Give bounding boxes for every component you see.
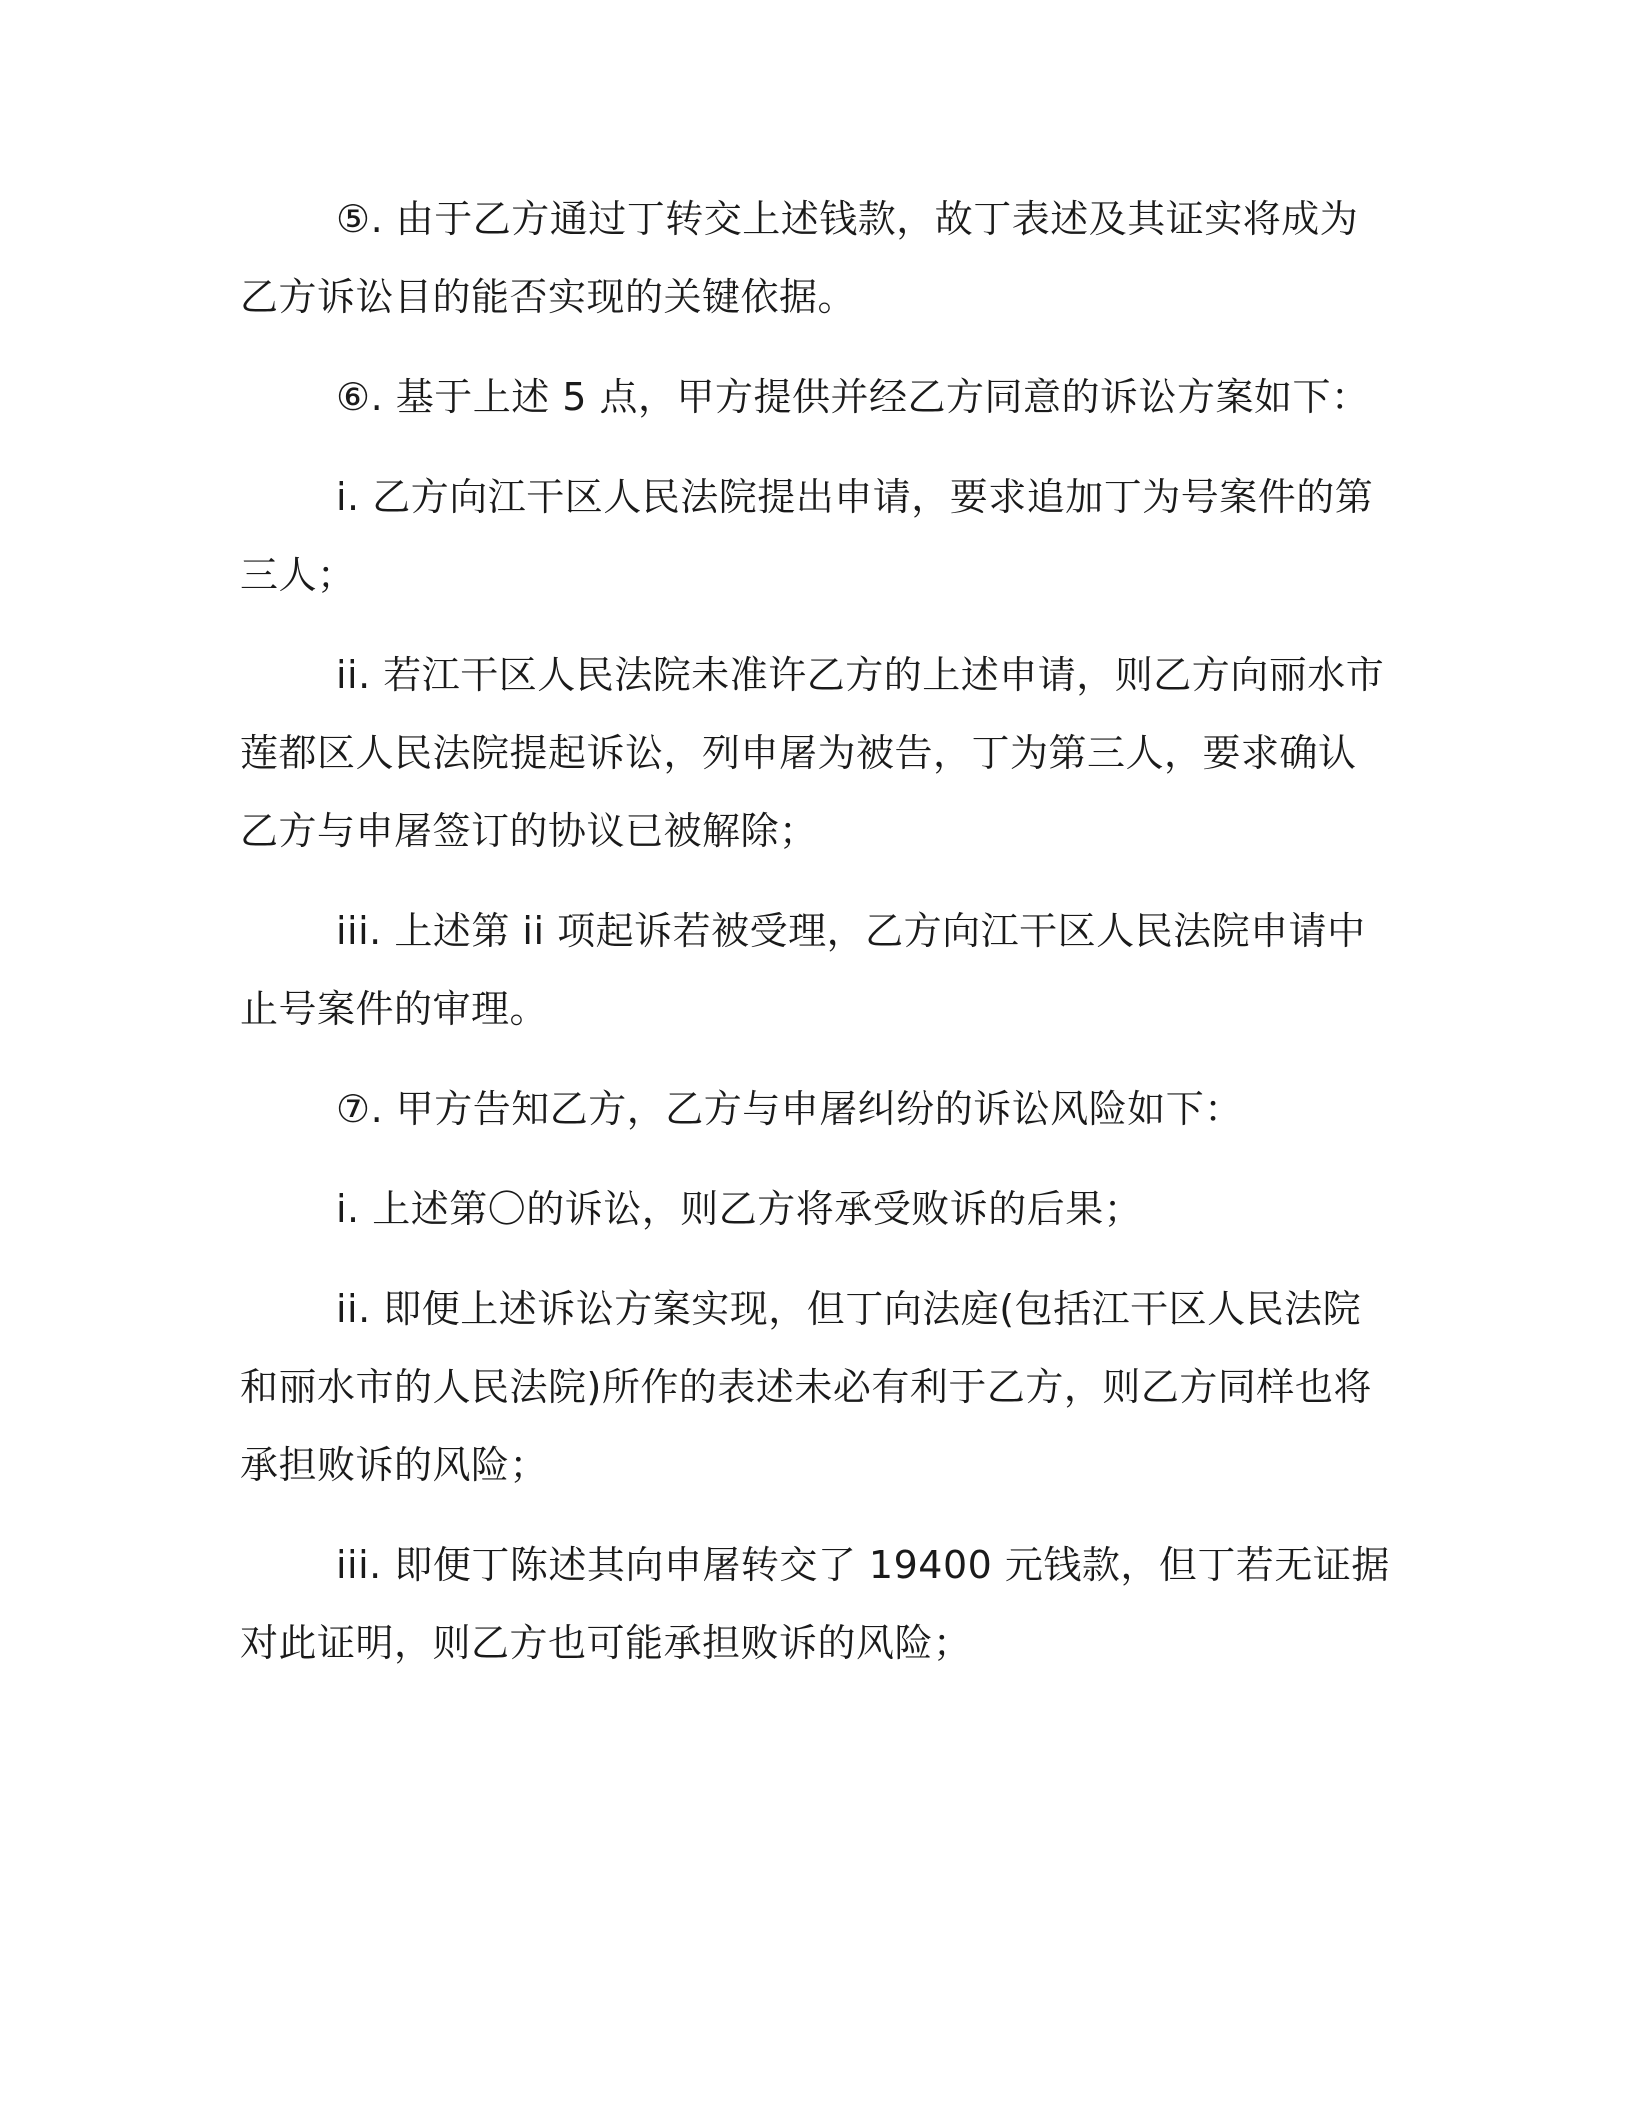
paragraph-6-ii: ii. 若江干区人民法院未准许乙方的上述申请，则乙方向丽水市莲都区人民法院提起诉讼，列申屠为被告，丁为第三人，要求确认乙方与申屠签订的协议已被解除； [240, 653, 1385, 853]
paragraph-6-iii: iii. 上述第 ii 项起诉若被受理，乙方向江干区人民法院申请中止号案件的审理。 [240, 909, 1366, 1031]
paragraph-7-ii: ii. 即便上述诉讼方案实现，但丁向法庭(包括江干区人民法院和丽水市的人民法院)所作的表述未必有利于乙方，则乙方同样也将承担败诉的风险； [240, 1287, 1372, 1487]
paragraph-7-i: i. 上述第〇的诉讼，则乙方将承受败诉的后果； [336, 1187, 1143, 1231]
paragraph-5: ⑤. 由于乙方通过丁转交上述钱款，故丁表述及其证实将成为乙方诉讼目的能否实现的关键依据。 [240, 197, 1359, 319]
paragraph-7-iii: iii. 即便丁陈述其向申屠转交了 19400 元钱款，但丁若无证据对此证明，则乙方也可能承担败诉的风险； [240, 1543, 1390, 1665]
paragraph-7: ⑦. 甲方告知乙方，乙方与申屠纠纷的诉讼风险如下： [336, 1087, 1243, 1131]
paragraph-6: ⑥. 基于上述 5 点，甲方提供并经乙方同意的诉讼方案如下： [336, 375, 1370, 419]
paragraph-6-i: i. 乙方向江干区人民法院提出申请，要求追加丁为号案件的第三人； [240, 475, 1374, 597]
document-page [240, 180, 1390, 1682]
